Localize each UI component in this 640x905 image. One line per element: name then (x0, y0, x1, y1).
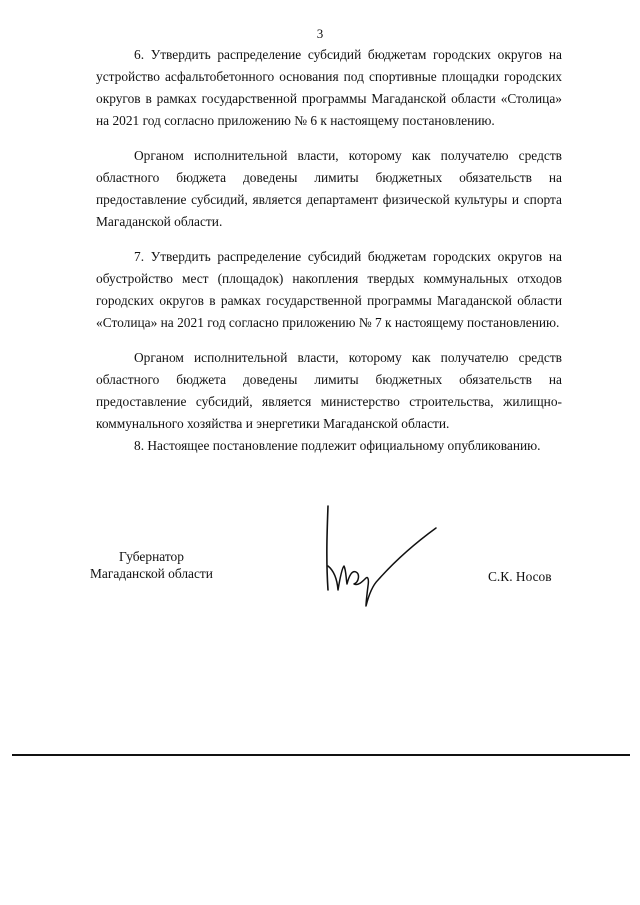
page-number: 3 (316, 26, 324, 41)
signatory-position-line1: Губернатор (119, 549, 184, 564)
document-body (96, 44, 562, 457)
signatory-position-line2: Магаданской области (90, 566, 213, 581)
signatory-name: С.К. Носов (488, 569, 552, 584)
paragraph-authority-7: Органом исполнительной власти, которому как получателю средств областного бюджета доведены лимиты бюджетных обязательств на предоставление субсидий, является министерство строительства, жилищно-коммунального хозяйства и энергетики Магаданской области. (96, 350, 562, 431)
footer-divider (12, 754, 630, 756)
paragraph-authority-6: Органом исполнительной власти, которому как получателю средств областного бюджета доведены лимиты бюджетных обязательств на предоставление субсидий, является департамент физической культуры и спорта Магаданской области. (96, 148, 562, 229)
paragraph-item-6: 6. Утвердить распределение субсидий бюджетам городских округов на устройство асфальтобетонного основания под спортивные площадки городских округов в рамках государственной программы Магаданской области «Столица» на 2021 год согласно приложению № 6 к настоящему постановлению. (96, 47, 562, 128)
paragraph-item-7: 7. Утвердить распределение субсидий бюджетам городских округов на обустройство мест (площадок) накопления твердых коммунальных отходов городских округов в рамках государственной программы Магаданской области «Столица» на 2021 год согласно приложению № 7 к настоящему постановлению. (96, 249, 562, 330)
handwritten-signature (316, 498, 446, 618)
paragraph-item-8: 8. Настоящее постановление подлежит официальному опубликованию. (134, 438, 541, 453)
signatory-position (90, 548, 213, 582)
